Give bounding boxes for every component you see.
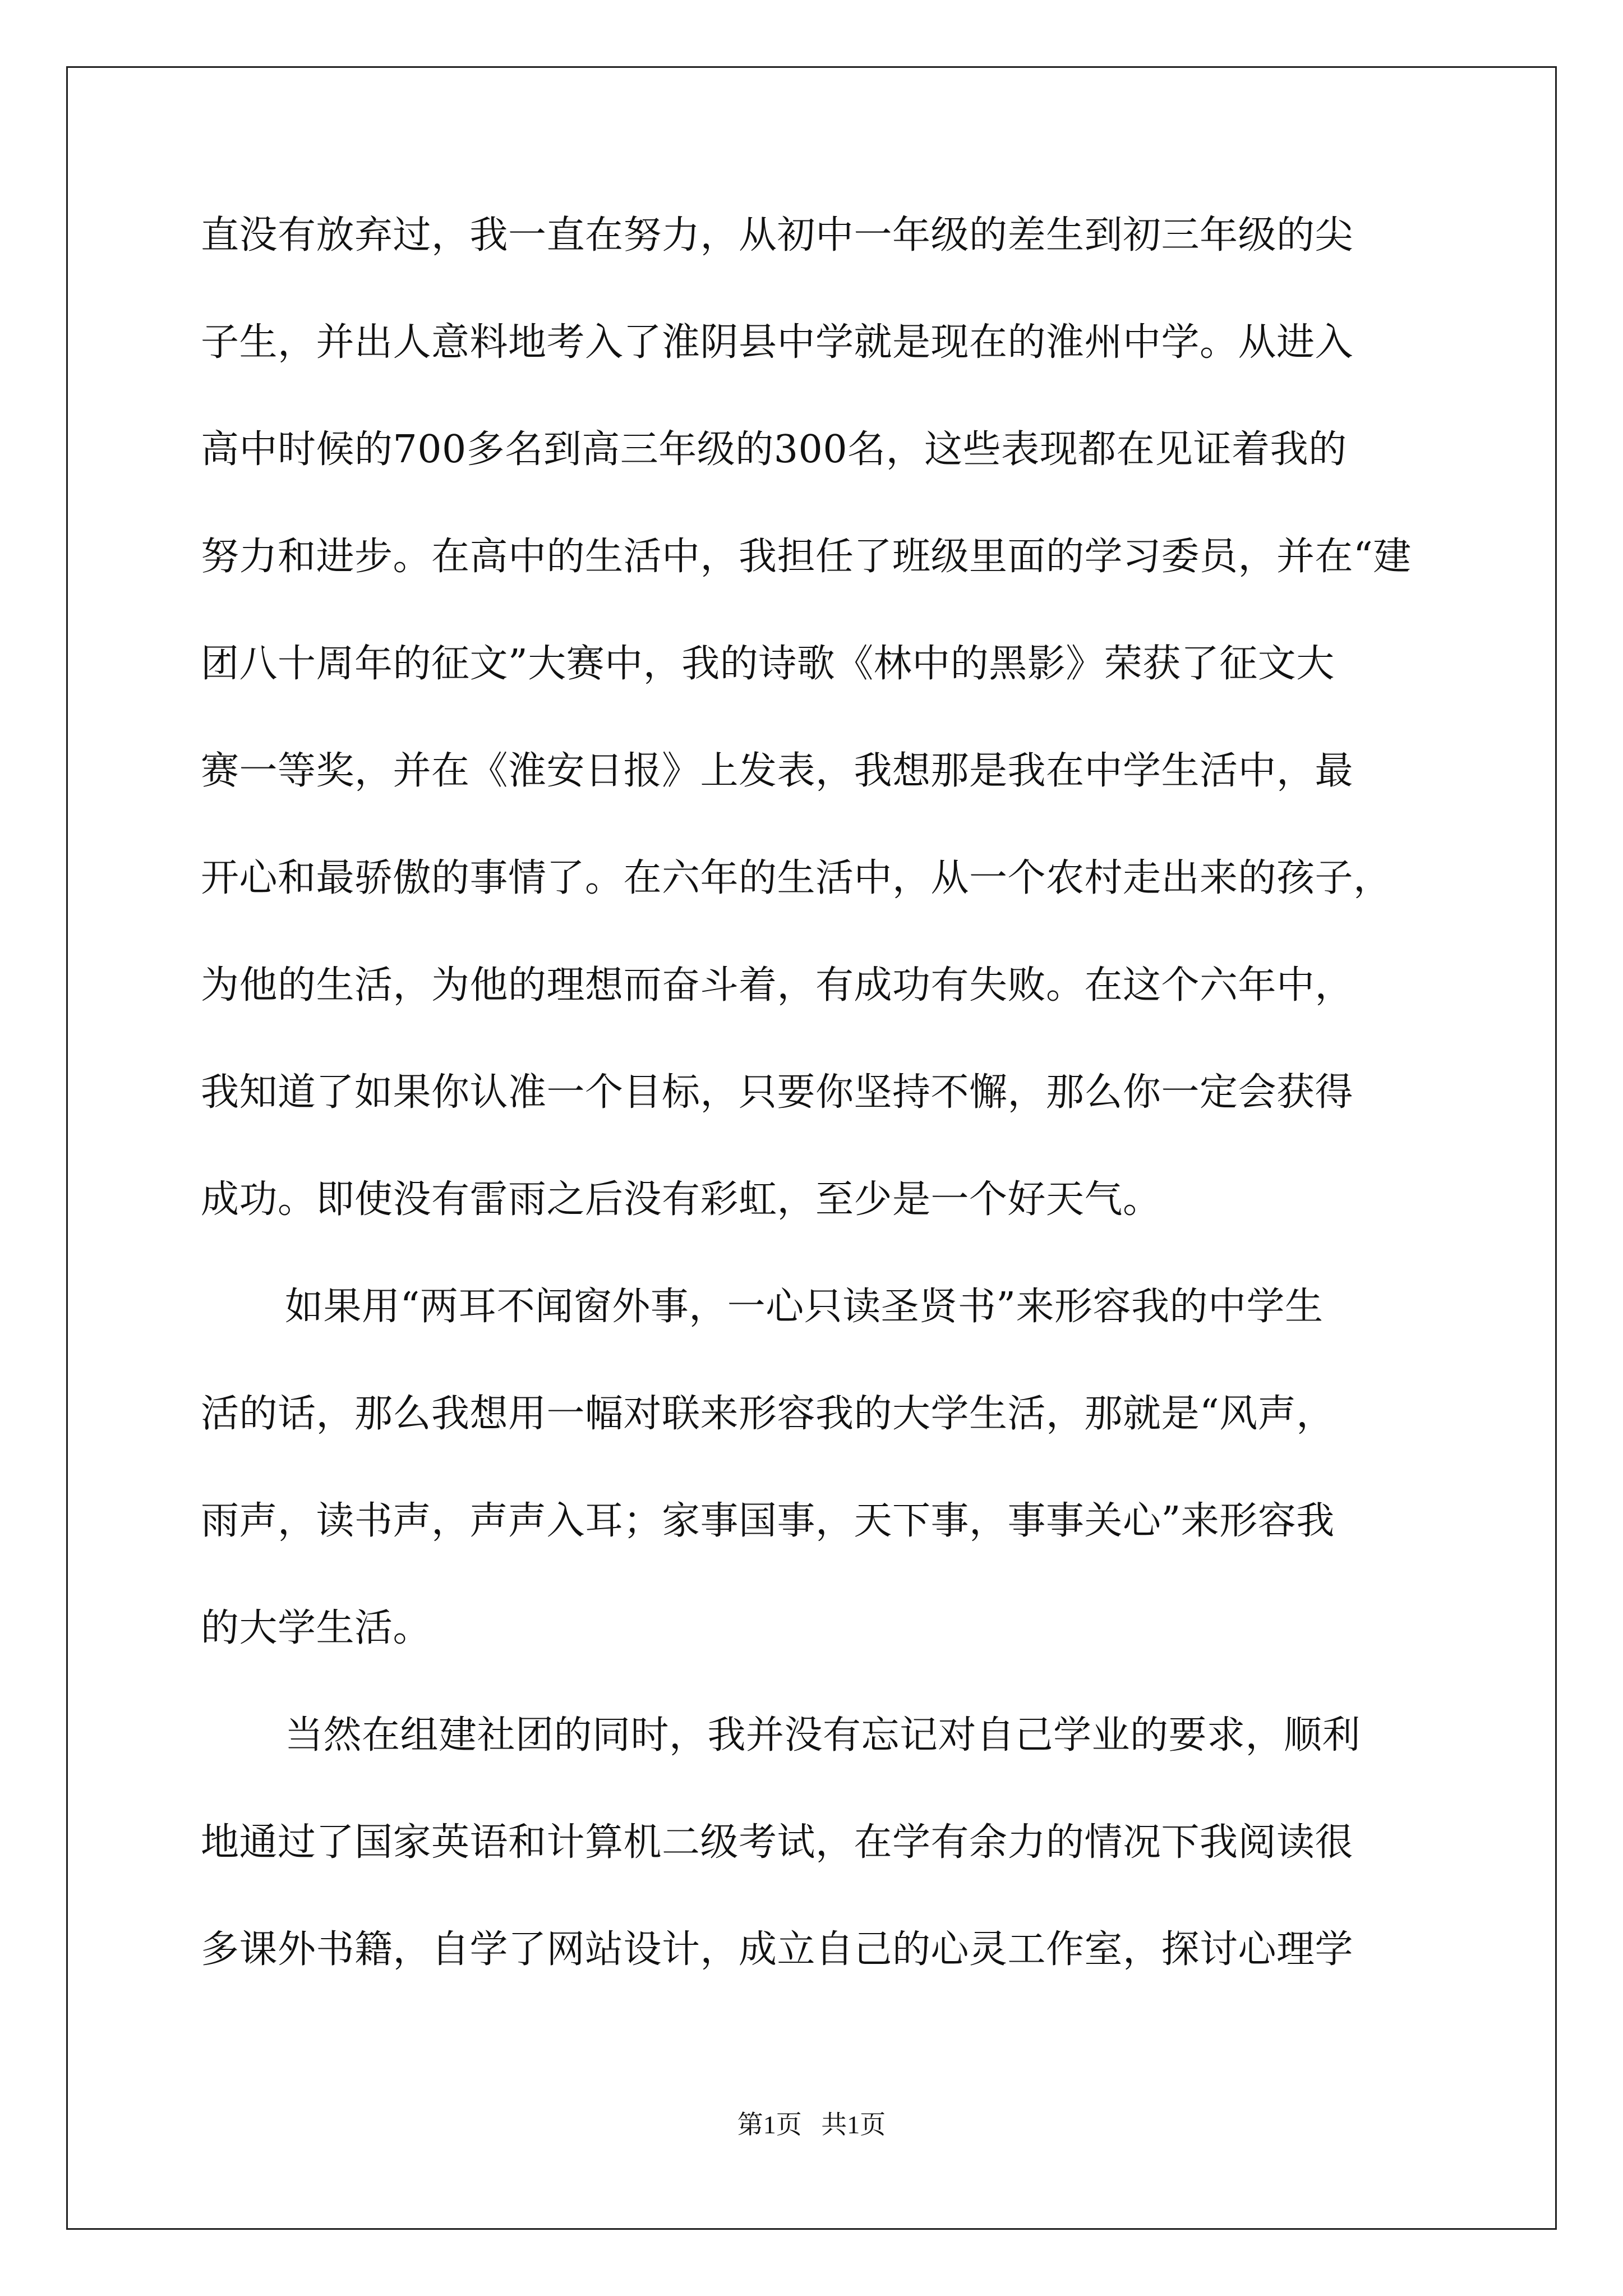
text-line: 我知道了如果你认准一个目标，只要你坚持不懈，那么你一定会获得 bbox=[201, 1070, 1354, 1115]
text-line: 为他的生活，为他的理想而奋斗着，有成功有失败。在这个六年中， bbox=[201, 963, 1354, 1007]
text-line: 开心和最骄傲的事情了。在六年的生活中，从一个农村走出来的孩子， bbox=[201, 856, 1392, 900]
page-border bbox=[66, 66, 1557, 2230]
text-line: 活的话，那么我想用一幅对联来形容我的大学生活，那就是“风声， bbox=[201, 1392, 1335, 1436]
text-line: 成功。即使没有雷雨之后没有彩虹，至少是一个好天气。 bbox=[201, 1177, 1161, 1222]
text-line: 团八十周年的征文”大赛中，我的诗歌《林中的黑影》荣获了征文大 bbox=[201, 642, 1335, 686]
paragraph-first-line: 当然在组建社团的同时，我并没有忘记对自己学业的要求，顺利 bbox=[285, 1713, 1361, 1757]
text-line: 高中时候的700多名到高三年级的300名，这些表现都在见证着我的 bbox=[201, 427, 1347, 472]
text-line: 直没有放弃过，我一直在努力，从初中一年级的差生到初三年级的尖 bbox=[201, 213, 1354, 257]
text-line: 的大学生活。 bbox=[201, 1606, 432, 1650]
text-line: 雨声，读书声，声声入耳；家事国事，天下事，事事关心”来形容我 bbox=[201, 1499, 1335, 1543]
paragraph-first-line: 如果用“两耳不闻窗外事，一心只读圣贤书”来形容我的中学生 bbox=[285, 1285, 1324, 1329]
page-number: 第1页 共1页 bbox=[737, 2110, 886, 2139]
text-line: 地通过了国家英语和计算机二级考试，在学有余力的情况下我阅读很 bbox=[201, 1820, 1354, 1865]
text-line: 多课外书籍，自学了网站设计，成立自己的心灵工作室，探讨心理学 bbox=[201, 1927, 1354, 1972]
text-line: 努力和进步。在高中的生活中，我担任了班级里面的学习委员，并在“建 bbox=[201, 535, 1412, 579]
text-line: 子生，并出人意料地考入了淮阴县中学就是现在的淮州中学。从进入 bbox=[201, 320, 1354, 365]
text-line: 赛一等奖，并在《淮安日报》上发表，我想那是我在中学生活中，最 bbox=[201, 749, 1354, 793]
